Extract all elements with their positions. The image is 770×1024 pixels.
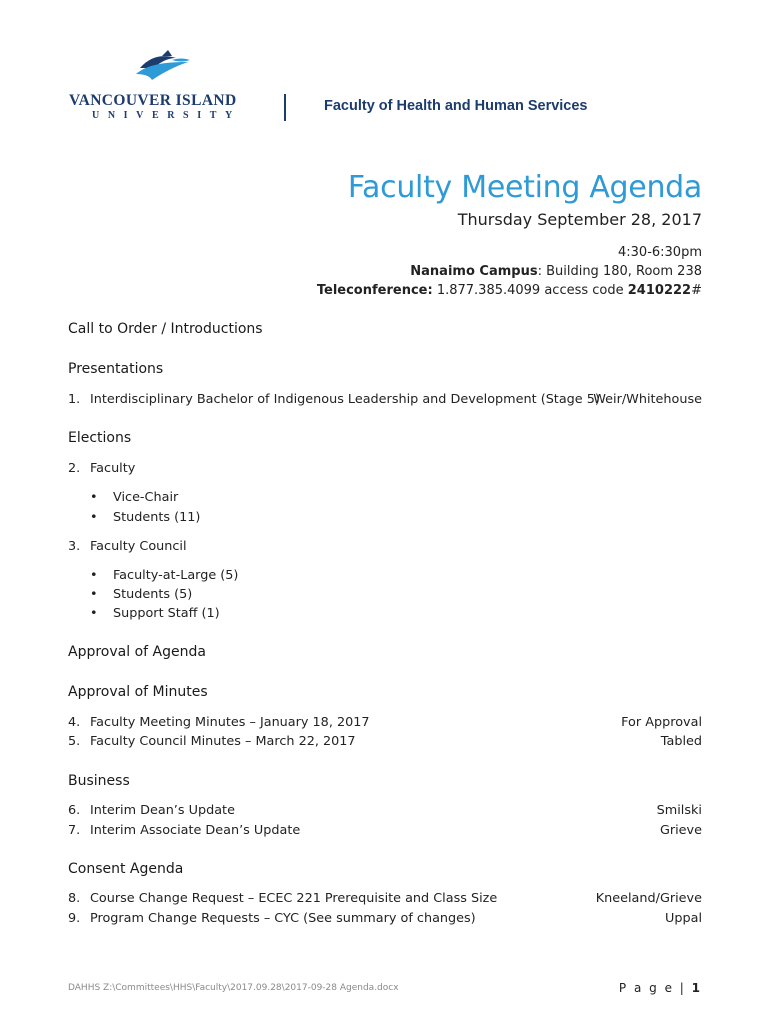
bullet-icon: • [90,490,98,505]
bullet-text: Students (5) [113,587,193,602]
agenda-item [68,803,702,821]
item-text: Faculty Council Minutes – March 22, 2017 [90,734,356,749]
section-approval-minutes: Approval of Minutes [68,684,208,700]
agenda-item [68,911,702,929]
item-number: 5. [68,734,81,749]
item-owner: Smilski [656,803,702,818]
item-number: 1. [68,392,81,407]
agenda-item [68,823,702,841]
item-owner: Kneeland/Grieve [595,891,702,906]
item-text: Interim Associate Dean’s Update [90,823,301,838]
bullet-icon: • [90,587,98,602]
list-item [90,568,238,583]
university-logo-mark-icon [132,48,192,84]
meeting-location [410,264,702,279]
item-number: 3. [68,539,81,554]
bullet-icon: • [90,606,98,621]
agenda-item [68,461,702,479]
section-approval-agenda: Approval of Agenda [68,644,206,660]
bullet-text: Faculty-at-Large (5) [113,568,239,583]
section-presentations: Presentations [68,361,164,377]
agenda-item [68,715,702,733]
item-number: 2. [68,461,81,476]
bullet-text: Students (11) [113,510,201,525]
item-owner: Tabled [660,734,702,749]
header-divider [284,94,286,121]
item-owner: Weir/Whitehouse [593,392,702,407]
section-consent-agenda: Consent Agenda [68,861,184,877]
item-text: Faculty Council [90,539,187,554]
item-number: 8. [68,891,81,906]
item-owner: Uppal [664,911,702,926]
page-title: Faculty Meeting Agenda [347,170,702,205]
item-text: Faculty Meeting Minutes – January 18, 2017 [90,715,370,730]
item-number: 7. [68,823,81,838]
list-item [90,490,178,505]
meeting-time: 4:30-6:30pm [618,245,702,260]
item-number: 9. [68,911,81,926]
section-elections: Elections [68,430,132,446]
item-text: Program Change Requests – CYC (See summary of changes) [90,911,476,926]
page-number [619,981,702,995]
footer-file-path: DAHHS Z:\Committees\HHS\Faculty\2017.09.28\2017-09-28 Agenda.docx [68,983,399,993]
tele-value: 1.877.385.4099 access code [432,283,628,298]
item-number: 6. [68,803,81,818]
meeting-date: Thursday September 28, 2017 [457,210,702,229]
list-item [90,587,192,602]
university-name: VANCOUVER ISLAND [69,92,237,109]
teleconference-info [317,283,702,298]
item-number: 4. [68,715,81,730]
agenda-item [68,891,702,909]
section-business: Business [68,773,130,789]
campus-value: : Building 180, Room 238 [537,264,702,279]
page-label: P a g e | [618,981,692,995]
item-text: Interdisciplinary Bachelor of Indigenous Leadership and Development (Stage 5) [90,392,600,407]
list-item [90,606,220,621]
list-item [90,510,200,525]
bullet-text: Support Staff (1) [113,606,220,621]
agenda-item [68,392,702,410]
item-owner: Grieve [659,823,702,838]
tele-label: Teleconference: [316,283,433,298]
agenda-item [68,734,702,752]
page-number-value: 1 [691,981,702,995]
item-text: Interim Dean’s Update [90,803,235,818]
item-owner: For Approval [621,715,702,730]
item-text: Course Change Request – ECEC 221 Prerequisite and Class Size [90,891,498,906]
university-subtitle: UNIVERSITY [92,110,241,121]
tele-suffix: # [691,283,702,298]
bullet-text: Vice-Chair [113,490,179,505]
campus-label: Nanaimo Campus [410,264,538,279]
tele-code: 2410222 [627,283,692,298]
bullet-icon: • [90,510,98,525]
bullet-icon: • [90,568,98,583]
section-call-to-order: Call to Order / Introductions [68,321,263,337]
agenda-item [68,539,702,557]
faculty-name: Faculty of Health and Human Services [324,98,588,114]
item-text: Faculty [90,461,136,476]
